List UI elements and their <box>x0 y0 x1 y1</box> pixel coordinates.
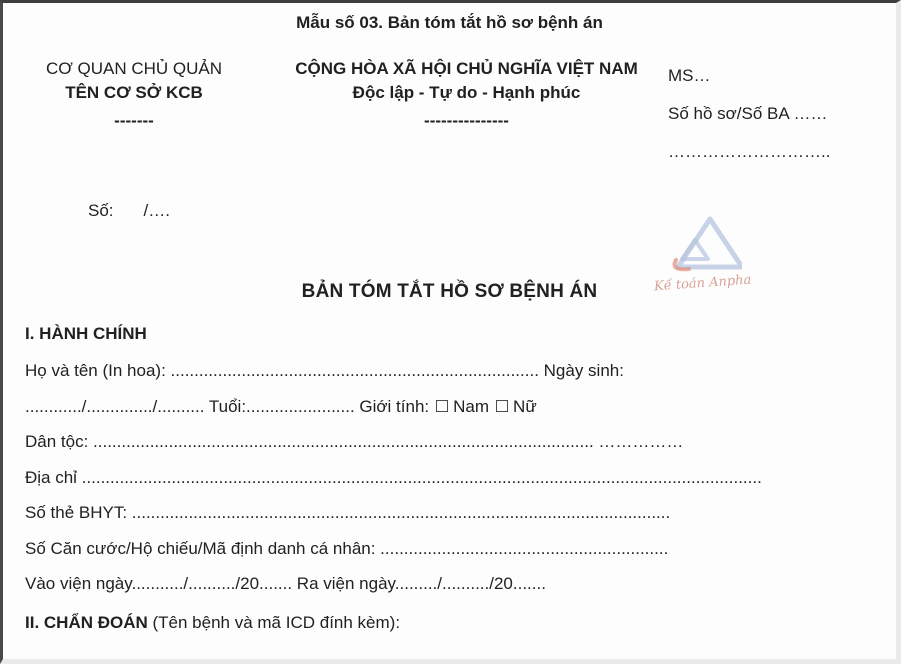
national-title: CỘNG HÒA XÃ HỘI CHỦ NGHĨA VIỆT NAM <box>295 59 638 78</box>
field-can-cuoc: Số Căn cước/Hộ chiếu/Mã định danh cá nhân: ............................................................. <box>25 538 669 558</box>
section-heading-chan-doan <box>25 605 882 641</box>
so-value: /…. <box>143 201 170 220</box>
watermark-triangle-icon <box>662 215 742 273</box>
gender-nam-label: Nam <box>453 396 490 416</box>
watermark <box>653 215 752 295</box>
field-dan-toc: Dân tộc: .......................................................................................................... …………… <box>25 432 684 451</box>
field-vao-ra-vien: Vào viện ngày.........../........../20....... Ra viện ngày........./........../20....... <box>25 574 546 593</box>
field-dia-chi: Địa chỉ ................................................................................................................................................ <box>25 467 762 487</box>
national-motto: Độc lập - Tự do - Hạnh phúc <box>352 83 581 102</box>
dob-gender-prefix: ............/............../.......... Tuổi:....................... Giới tính: <box>25 396 430 416</box>
divider-dashes-center: --------------- <box>424 111 509 130</box>
section-heading-hanh-chinh: I. HÀNH CHÍNH <box>25 324 147 343</box>
checkbox-nu[interactable] <box>496 400 508 412</box>
record-number-dots: ……………………….. <box>668 142 831 161</box>
agency-name: CƠ QUAN CHỦ QUẢN <box>45 59 223 78</box>
document-number-line <box>88 201 896 221</box>
chan-doan-note: (Tên bệnh và mã ICD đính kèm): <box>152 612 401 632</box>
ms-field: MS… <box>668 66 711 85</box>
form-number-label: Mẫu số 03. Bản tóm tắt hồ sơ bệnh án <box>296 13 603 32</box>
chan-doan-heading: II. CHẨN ĐOÁN <box>25 612 153 632</box>
header-national-block <box>265 57 668 171</box>
header-agency-block <box>3 57 265 171</box>
facility-name: TÊN CƠ SỞ KCB <box>65 83 203 102</box>
record-number-field: Số hồ sơ/Số BA …… <box>668 104 828 123</box>
form-content <box>3 315 896 640</box>
watermark-text: Kế toán Anpha <box>653 272 752 295</box>
header-record-block <box>668 57 896 171</box>
divider-dashes-left: ------- <box>114 111 154 130</box>
field-so-the-bhyt: Số thẻ BHYT: .................................................................................................................. <box>25 503 671 522</box>
document-header <box>3 57 896 171</box>
document-title: BẢN TÓM TẮT HỒ SƠ BỆNH ÁN <box>301 281 598 302</box>
so-label: Số: <box>88 201 114 220</box>
checkbox-nam[interactable] <box>436 400 448 412</box>
field-dob-tuoi-gioi-tinh <box>25 389 882 425</box>
gender-nu-label: Nữ <box>513 396 537 416</box>
field-ho-ten-ngay-sinh: Họ và tên (In hoa): .............................................................................. Ngày sinh: <box>25 361 624 380</box>
